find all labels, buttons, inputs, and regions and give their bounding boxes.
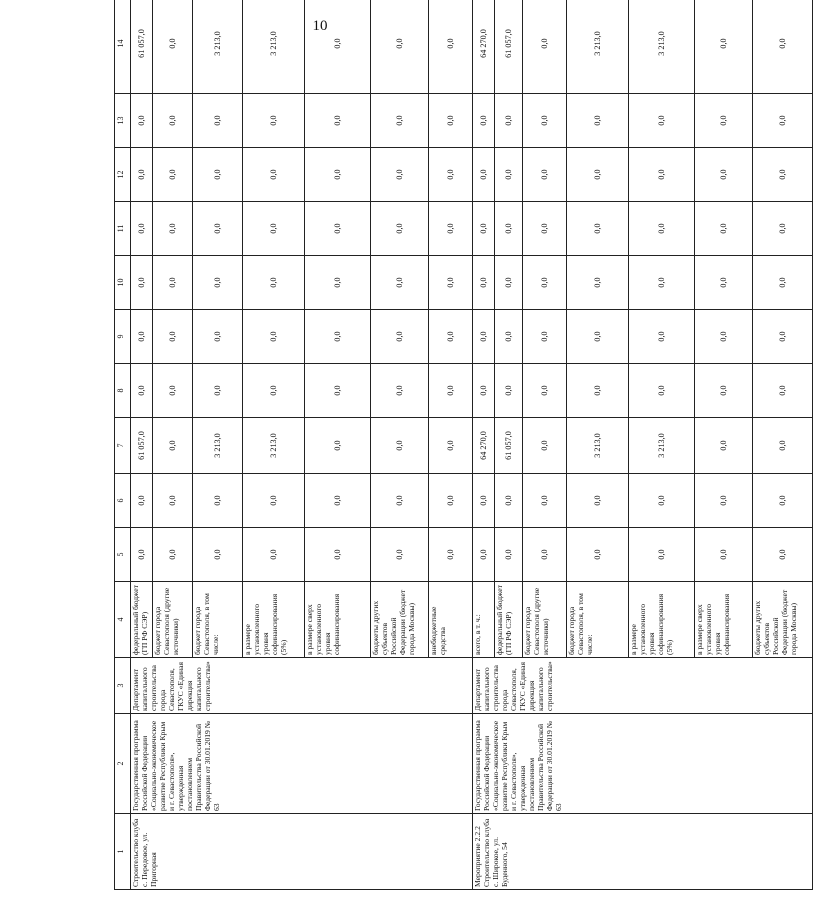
- amount-cell: 0,0: [753, 364, 813, 418]
- amount-cell: 3 213,0: [629, 0, 695, 94]
- amount-cell: 0,0: [371, 148, 429, 202]
- amount-cell: 0,0: [473, 528, 495, 582]
- funding-source-cell: в размере сверх установленного уровня софинансирования: [695, 582, 753, 658]
- funding-source-cell: бюджеты других субъектов Российской Федерации (бюджет города Москвы): [753, 582, 813, 658]
- column-number-9: 9: [115, 310, 131, 364]
- amount-cell: 0,0: [429, 0, 473, 94]
- amount-cell: 0,0: [629, 528, 695, 582]
- amount-cell: 0,0: [153, 94, 193, 148]
- amount-cell: 0,0: [629, 202, 695, 256]
- amount-cell: 0,0: [495, 94, 523, 148]
- amount-cell: 3 213,0: [193, 418, 243, 474]
- amount-cell: 0,0: [153, 310, 193, 364]
- amount-cell: 0,0: [305, 528, 371, 582]
- column-number-13: 13: [115, 94, 131, 148]
- funding-source-cell: в размере установленного уровня софинансирования (5%): [629, 582, 695, 658]
- amount-cell: 61 057,0: [131, 0, 153, 94]
- amount-cell: 0,0: [523, 94, 567, 148]
- table-row: [473, 0, 495, 890]
- amount-cell: 0,0: [429, 148, 473, 202]
- amount-cell: 0,0: [523, 528, 567, 582]
- funding-source-cell: в размере сверх установленного уровня софинансирования: [305, 582, 371, 658]
- amount-cell: 0,0: [193, 364, 243, 418]
- amount-cell: 0,0: [371, 94, 429, 148]
- column-number-2: 2: [115, 714, 131, 814]
- block-col3-cell: Департамент капитального строительства города Севастополя, ГКУС «Единая дирекция капитального строительства»: [131, 658, 473, 714]
- amount-cell: 0,0: [153, 364, 193, 418]
- funding-source-cell: всего, в т. ч.:: [473, 582, 495, 658]
- amount-cell: 0,0: [131, 256, 153, 310]
- amount-cell: 0,0: [695, 310, 753, 364]
- amount-cell: 0,0: [243, 310, 305, 364]
- amount-cell: 3 213,0: [193, 0, 243, 94]
- amount-cell: 0,0: [567, 94, 629, 148]
- amount-cell: 0,0: [473, 94, 495, 148]
- amount-cell: 0,0: [371, 256, 429, 310]
- column-number-1: 1: [115, 814, 131, 890]
- amount-cell: 0,0: [695, 528, 753, 582]
- column-number-5: 5: [115, 528, 131, 582]
- amount-cell: 0,0: [243, 528, 305, 582]
- amount-cell: 0,0: [523, 310, 567, 364]
- amount-cell: 0,0: [371, 202, 429, 256]
- amount-cell: 0,0: [473, 256, 495, 310]
- amount-cell: 0,0: [243, 364, 305, 418]
- amount-cell: 0,0: [153, 528, 193, 582]
- amount-cell: 0,0: [567, 528, 629, 582]
- amount-cell: 0,0: [629, 474, 695, 528]
- amount-cell: 0,0: [193, 202, 243, 256]
- amount-cell: 0,0: [131, 148, 153, 202]
- amount-cell: 0,0: [429, 202, 473, 256]
- amount-cell: 0,0: [193, 148, 243, 202]
- column-number-10: 10: [115, 256, 131, 310]
- amount-cell: 0,0: [753, 528, 813, 582]
- funding-source-cell: федеральный бюджет (ГП РФ СЭР): [131, 582, 153, 658]
- amount-cell: 0,0: [523, 474, 567, 528]
- table-frame: [114, 29, 798, 890]
- column-number-12: 12: [115, 148, 131, 202]
- amount-cell: 0,0: [567, 364, 629, 418]
- amount-cell: 3 213,0: [243, 0, 305, 94]
- amount-cell: 0,0: [753, 256, 813, 310]
- amount-cell: 64 270,0: [473, 418, 495, 474]
- amount-cell: 0,0: [305, 418, 371, 474]
- amount-cell: 61 057,0: [495, 418, 523, 474]
- table-row: [131, 0, 153, 890]
- amount-cell: 0,0: [695, 94, 753, 148]
- block-col1-cell: Мероприятие 2.2.2 Строительство клуба с. Широкое, ул. Буденного, 54: [473, 814, 813, 890]
- amount-cell: 0,0: [131, 310, 153, 364]
- amount-cell: 0,0: [753, 310, 813, 364]
- amount-cell: 0,0: [371, 310, 429, 364]
- block-col1-cell: Строительство клуба с. Передовое, ул. Пригорная: [131, 814, 473, 890]
- amount-cell: 0,0: [153, 202, 193, 256]
- amount-cell: 0,0: [567, 310, 629, 364]
- amount-cell: 0,0: [429, 256, 473, 310]
- rotated-table-container: [114, 29, 798, 890]
- amount-cell: 0,0: [153, 474, 193, 528]
- amount-cell: 0,0: [371, 364, 429, 418]
- block-col2-cell: Государственная программа Российской Федерации «Социально-экономическое развитие Республики Крым и г. Севастополя», утвержденная постановлением Правительства Российской Федерации от 30.01.2019 № 63: [131, 714, 473, 814]
- column-number-6: 6: [115, 474, 131, 528]
- column-number-3: 3: [115, 658, 131, 714]
- amount-cell: 0,0: [695, 256, 753, 310]
- amount-cell: 0,0: [495, 474, 523, 528]
- funding-source-cell: федеральный бюджет (ГП РФ СЭР): [495, 582, 523, 658]
- amount-cell: 0,0: [523, 418, 567, 474]
- amount-cell: 0,0: [429, 364, 473, 418]
- amount-cell: 0,0: [193, 256, 243, 310]
- amount-cell: 0,0: [567, 256, 629, 310]
- amount-cell: 0,0: [495, 528, 523, 582]
- amount-cell: 0,0: [371, 474, 429, 528]
- column-number-8: 8: [115, 364, 131, 418]
- amount-cell: 0,0: [695, 418, 753, 474]
- amount-cell: 0,0: [305, 148, 371, 202]
- amount-cell: 0,0: [153, 256, 193, 310]
- amount-cell: 0,0: [523, 364, 567, 418]
- amount-cell: 0,0: [753, 0, 813, 94]
- funding-source-cell: в размере установленного уровня софинансирования (5%): [243, 582, 305, 658]
- amount-cell: 0,0: [429, 94, 473, 148]
- funding-source-cell: бюджет города Севастополя (другие источники): [523, 582, 567, 658]
- amount-cell: 0,0: [523, 202, 567, 256]
- amount-cell: 0,0: [695, 202, 753, 256]
- amount-cell: 0,0: [153, 0, 193, 94]
- amount-cell: 0,0: [193, 94, 243, 148]
- amount-cell: 0,0: [473, 202, 495, 256]
- amount-cell: 0,0: [131, 528, 153, 582]
- amount-cell: 0,0: [753, 94, 813, 148]
- amount-cell: 0,0: [567, 474, 629, 528]
- funding-source-cell: внебюджетные средства: [429, 582, 473, 658]
- amount-cell: 0,0: [193, 310, 243, 364]
- funding-source-cell: бюджет города Севастополя (другие источники): [153, 582, 193, 658]
- amount-cell: 0,0: [753, 418, 813, 474]
- amount-cell: 0,0: [753, 202, 813, 256]
- amount-cell: 3 213,0: [629, 418, 695, 474]
- amount-cell: 0,0: [131, 474, 153, 528]
- block-col2-cell: Государственная программа Российской Федерации «Социально-экономическое развитие Республики Крым и г. Севастополя», утвержденная постановлением Правительства Российской Федерации от 30.01.2019 № 63: [473, 714, 813, 814]
- amount-cell: 0,0: [495, 364, 523, 418]
- amount-cell: 0,0: [243, 148, 305, 202]
- column-number-row: [115, 0, 131, 890]
- amount-cell: 0,0: [629, 310, 695, 364]
- amount-cell: 0,0: [629, 256, 695, 310]
- amount-cell: 0,0: [473, 148, 495, 202]
- amount-cell: 0,0: [695, 474, 753, 528]
- amount-cell: 0,0: [243, 474, 305, 528]
- amount-cell: 0,0: [371, 418, 429, 474]
- amount-cell: 0,0: [305, 94, 371, 148]
- amount-cell: 0,0: [473, 474, 495, 528]
- amount-cell: 0,0: [695, 364, 753, 418]
- amount-cell: 0,0: [305, 0, 371, 94]
- amount-cell: 0,0: [495, 202, 523, 256]
- amount-cell: 0,0: [523, 148, 567, 202]
- column-number-4: 4: [115, 582, 131, 658]
- amount-cell: 0,0: [695, 148, 753, 202]
- amount-cell: 3 213,0: [567, 0, 629, 94]
- amount-cell: 0,0: [243, 202, 305, 256]
- amount-cell: 3 213,0: [243, 418, 305, 474]
- amount-cell: 0,0: [629, 94, 695, 148]
- amount-cell: 0,0: [153, 148, 193, 202]
- amount-cell: 0,0: [131, 202, 153, 256]
- amount-cell: 0,0: [473, 364, 495, 418]
- amount-cell: 0,0: [131, 94, 153, 148]
- column-number-11: 11: [115, 202, 131, 256]
- amount-cell: 0,0: [495, 256, 523, 310]
- amount-cell: 61 057,0: [495, 0, 523, 94]
- amount-cell: 0,0: [429, 474, 473, 528]
- amount-cell: 0,0: [567, 148, 629, 202]
- amount-cell: 0,0: [193, 528, 243, 582]
- funding-source-cell: бюджеты других субъектов Российской Федерации (бюджет города Москвы): [371, 582, 429, 658]
- amount-cell: 0,0: [429, 310, 473, 364]
- funding-source-cell: бюджет города Севастополя, в том числе:: [567, 582, 629, 658]
- amount-cell: 0,0: [753, 148, 813, 202]
- amount-cell: 0,0: [629, 148, 695, 202]
- amount-cell: 0,0: [371, 528, 429, 582]
- amount-cell: 0,0: [371, 0, 429, 94]
- amount-cell: 0,0: [567, 202, 629, 256]
- amount-cell: 0,0: [523, 0, 567, 94]
- amount-cell: 0,0: [305, 256, 371, 310]
- amount-cell: 3 213,0: [567, 418, 629, 474]
- amount-cell: 0,0: [193, 474, 243, 528]
- amount-cell: 0,0: [305, 310, 371, 364]
- amount-cell: 0,0: [305, 364, 371, 418]
- amount-cell: 0,0: [473, 310, 495, 364]
- amount-cell: 0,0: [753, 474, 813, 528]
- amount-cell: 0,0: [629, 364, 695, 418]
- amount-cell: 0,0: [429, 418, 473, 474]
- amount-cell: 64 270,0: [473, 0, 495, 94]
- amount-cell: 0,0: [243, 256, 305, 310]
- amount-cell: 61 057,0: [131, 418, 153, 474]
- amount-cell: 0,0: [495, 310, 523, 364]
- column-number-14: 14: [115, 0, 131, 94]
- amount-cell: 0,0: [523, 256, 567, 310]
- amount-cell: 0,0: [429, 528, 473, 582]
- column-number-7: 7: [115, 418, 131, 474]
- block-col3-cell: Департамент капитального строительства города Севастополя, ГКУС «Единая дирекция капитального строительства»: [473, 658, 813, 714]
- funding-source-cell: бюджет города Севастополя, в том числе:: [193, 582, 243, 658]
- amount-cell: 0,0: [305, 474, 371, 528]
- funding-table: [114, 0, 813, 890]
- amount-cell: 0,0: [305, 202, 371, 256]
- amount-cell: 0,0: [495, 148, 523, 202]
- amount-cell: 0,0: [695, 0, 753, 94]
- amount-cell: 0,0: [131, 364, 153, 418]
- page-number: 10: [312, 18, 328, 34]
- amount-cell: 0,0: [153, 418, 193, 474]
- amount-cell: 0,0: [243, 94, 305, 148]
